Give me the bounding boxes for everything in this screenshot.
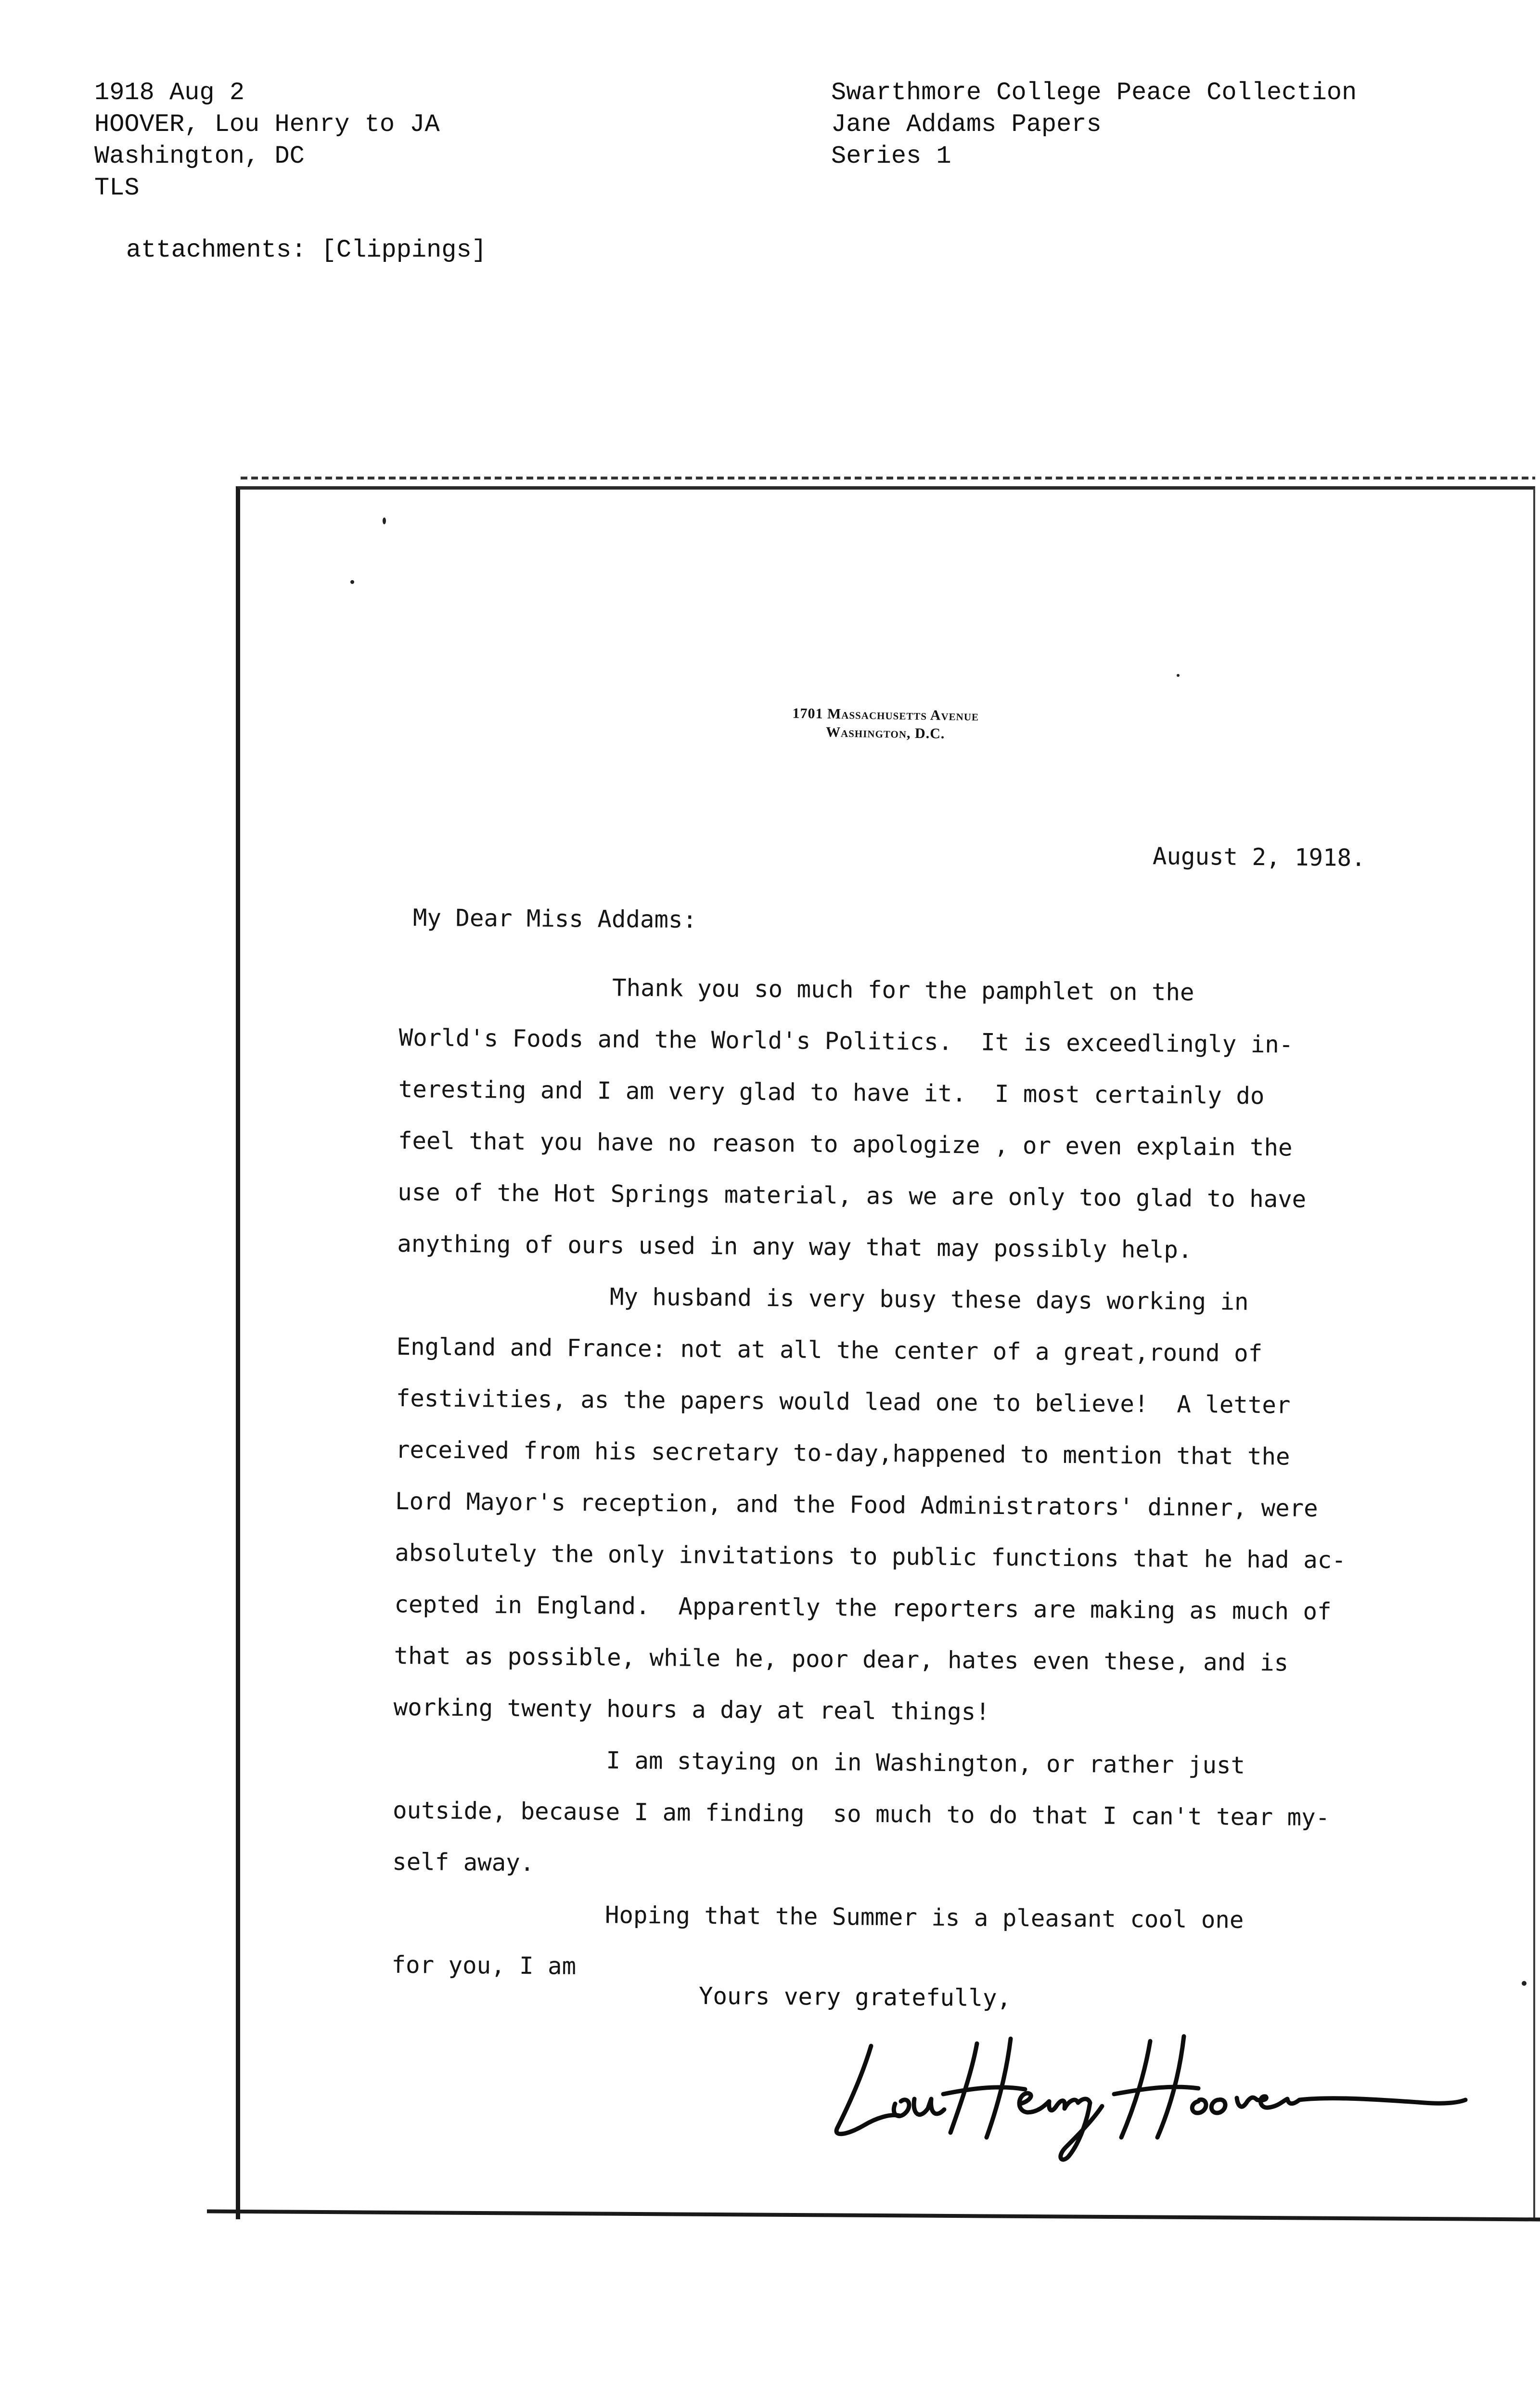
letterhead-city: Washington, D.C. xyxy=(825,724,945,742)
body-line: feel that you have no reason to apologize , or even explain the xyxy=(398,1126,1293,1162)
letter-body xyxy=(391,960,1429,1999)
body-line: England and France: not at all the center of a great,round of xyxy=(396,1333,1263,1368)
signature-drawing xyxy=(818,2017,1473,2171)
scan-speck xyxy=(383,518,386,524)
scan-speck xyxy=(350,580,354,584)
body-line: outside, because I am finding so much to do that I can't tear my- xyxy=(392,1796,1330,1832)
letter-salutation: My Dear Miss Addams: xyxy=(412,904,697,934)
body-line: that as possible, while he, poor dear, hates even these, and is xyxy=(394,1642,1289,1677)
collection-series: Series 1 xyxy=(831,142,951,170)
letterhead-address xyxy=(732,704,1040,745)
body-line: absolutely the only invitations to public functions that he had ac- xyxy=(395,1539,1347,1574)
body-line: working twenty hours a day at real things! xyxy=(393,1693,990,1726)
catalog-date: 1918 Aug 2 xyxy=(94,78,245,107)
body-line: use of the Hot Springs material, as we are only too glad to have xyxy=(397,1178,1307,1213)
scan-speck xyxy=(1177,674,1180,677)
catalog-place: Washington, DC xyxy=(94,142,305,170)
letter-closing: Yours very gratefully, xyxy=(698,1982,1012,2012)
collection-name: Swarthmore College Peace Collection xyxy=(831,78,1357,107)
body-line: Hoping that the Summer is a pleasant cool one xyxy=(392,1899,1244,1934)
body-line: World's Foods and the World's Politics. It is exceedlingly in- xyxy=(398,1023,1294,1059)
collection-block xyxy=(831,77,1357,172)
letterhead-street: 1701 Massachusetts Avenue xyxy=(792,705,979,724)
body-line: teresting and I am very glad to have it. I most certainly do xyxy=(398,1075,1265,1110)
catalog-format: TLS xyxy=(94,174,140,202)
body-line: for you, I am xyxy=(391,1951,577,1980)
body-line: received from his secretary to-day,happened to mention that the xyxy=(395,1436,1290,1471)
body-line: Lord Mayor's reception, and the Food Administrators' dinner, were xyxy=(395,1487,1318,1523)
attachments-note: attachments: [Clippings] xyxy=(126,236,487,264)
body-line: self away. xyxy=(392,1848,535,1877)
body-line: anything of ours used in any way that may possibly help. xyxy=(397,1229,1193,1264)
letter-date: August 2, 1918. xyxy=(1152,842,1366,872)
catalog-block xyxy=(94,77,440,204)
body-line: cepted in England. Apparently the reporters are making as much of xyxy=(394,1590,1332,1626)
body-line: Thank you so much for the pamphlet on the xyxy=(399,972,1194,1006)
body-line: festivities, as the papers would lead one to believe! A letter xyxy=(396,1384,1291,1419)
collection-papers: Jane Addams Papers xyxy=(831,110,1102,139)
body-line: I am staying on in Washington, or rather just xyxy=(393,1745,1245,1779)
sheet-top-edge xyxy=(241,477,1535,479)
catalog-correspondents: HOOVER, Lou Henry to JA xyxy=(94,110,440,139)
handwritten-signature xyxy=(818,2017,1473,2171)
body-line: My husband is very busy these days working in xyxy=(397,1281,1249,1316)
scan-speck xyxy=(1522,1981,1527,1986)
